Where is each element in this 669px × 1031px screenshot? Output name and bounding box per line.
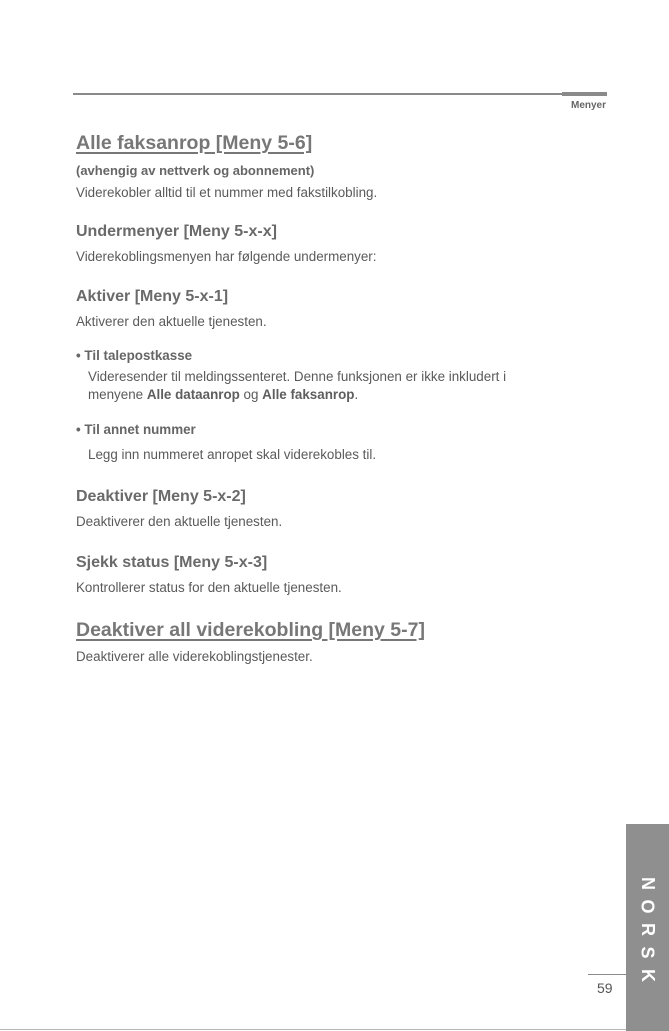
side-tab-letters (626, 872, 669, 987)
page-number: 59 (597, 980, 613, 996)
subscription-note: (avhengig av nettverk og abonnement) (76, 163, 315, 178)
side-tab-letter: S (637, 946, 658, 959)
section-label: Menyer (570, 100, 606, 111)
heading-alle-faksanrop: Alle faksanrop [Meny 5-6] (76, 132, 313, 154)
line-2-prefix: menyene (88, 387, 147, 402)
side-tab-letter: R (638, 923, 658, 936)
heading-sjekk-status: Sjekk status [Meny 5-x-3] (76, 554, 268, 571)
header-rule (73, 93, 607, 95)
menu-name-alle-dataanrop: Alle dataanrop (146, 387, 240, 402)
talepostkasse-line-1: Videresender til meldingssenteret. Denne funksjonen er ikke inkludert i (88, 369, 507, 384)
sjekk-status-description: Kontrollerer status for den aktuelle tjenesten. (76, 580, 342, 595)
side-tab-letter: O (637, 899, 658, 914)
header-rule-accent (562, 92, 607, 96)
deaktiver-description: Deaktiverer den aktuelle tjenesten. (76, 514, 283, 529)
deaktiver-all-description: Deaktiverer alle viderekoblingstjenester. (76, 649, 313, 664)
heading-deaktiver-all-viderekobling: Deaktiver all viderekobling [Meny 5-7] (76, 619, 425, 641)
heading-undermenyer: Undermenyer [Meny 5-x-x] (76, 223, 277, 240)
heading-deaktiver: Deaktiver [Meny 5-x-2] (76, 488, 246, 505)
line-2-period: . (354, 387, 359, 402)
bullet-til-annet-nummer: • Til annet nummer (76, 422, 196, 437)
talepostkasse-line-2 (88, 386, 606, 404)
heading-aktiver: Aktiver [Meny 5-x-1] (76, 288, 229, 305)
language-side-tab (626, 824, 669, 1031)
side-tab-letter: K (638, 969, 658, 982)
side-tab-letter: N (638, 877, 658, 890)
page-number-rule (588, 974, 626, 975)
alle-faksanrop-description: Viderekobler alltid til et nummer med fakstilkobling. (76, 185, 378, 200)
annet-nummer-description: Legg inn nummeret anropet skal viderekobles til. (88, 447, 377, 462)
menu-name-alle-faksanrop: Alle faksanrop (262, 387, 355, 402)
bullet-til-talepostkasse: • Til talepostkasse (76, 348, 193, 363)
page-content (76, 130, 606, 667)
bottom-rule (0, 1029, 626, 1030)
line-2-conjunction: og (239, 387, 263, 402)
aktiver-description: Aktiverer den aktuelle tjenesten. (76, 314, 267, 329)
undermenyer-description: Viderekoblingsmenyen har følgende undermenyer: (76, 249, 377, 264)
